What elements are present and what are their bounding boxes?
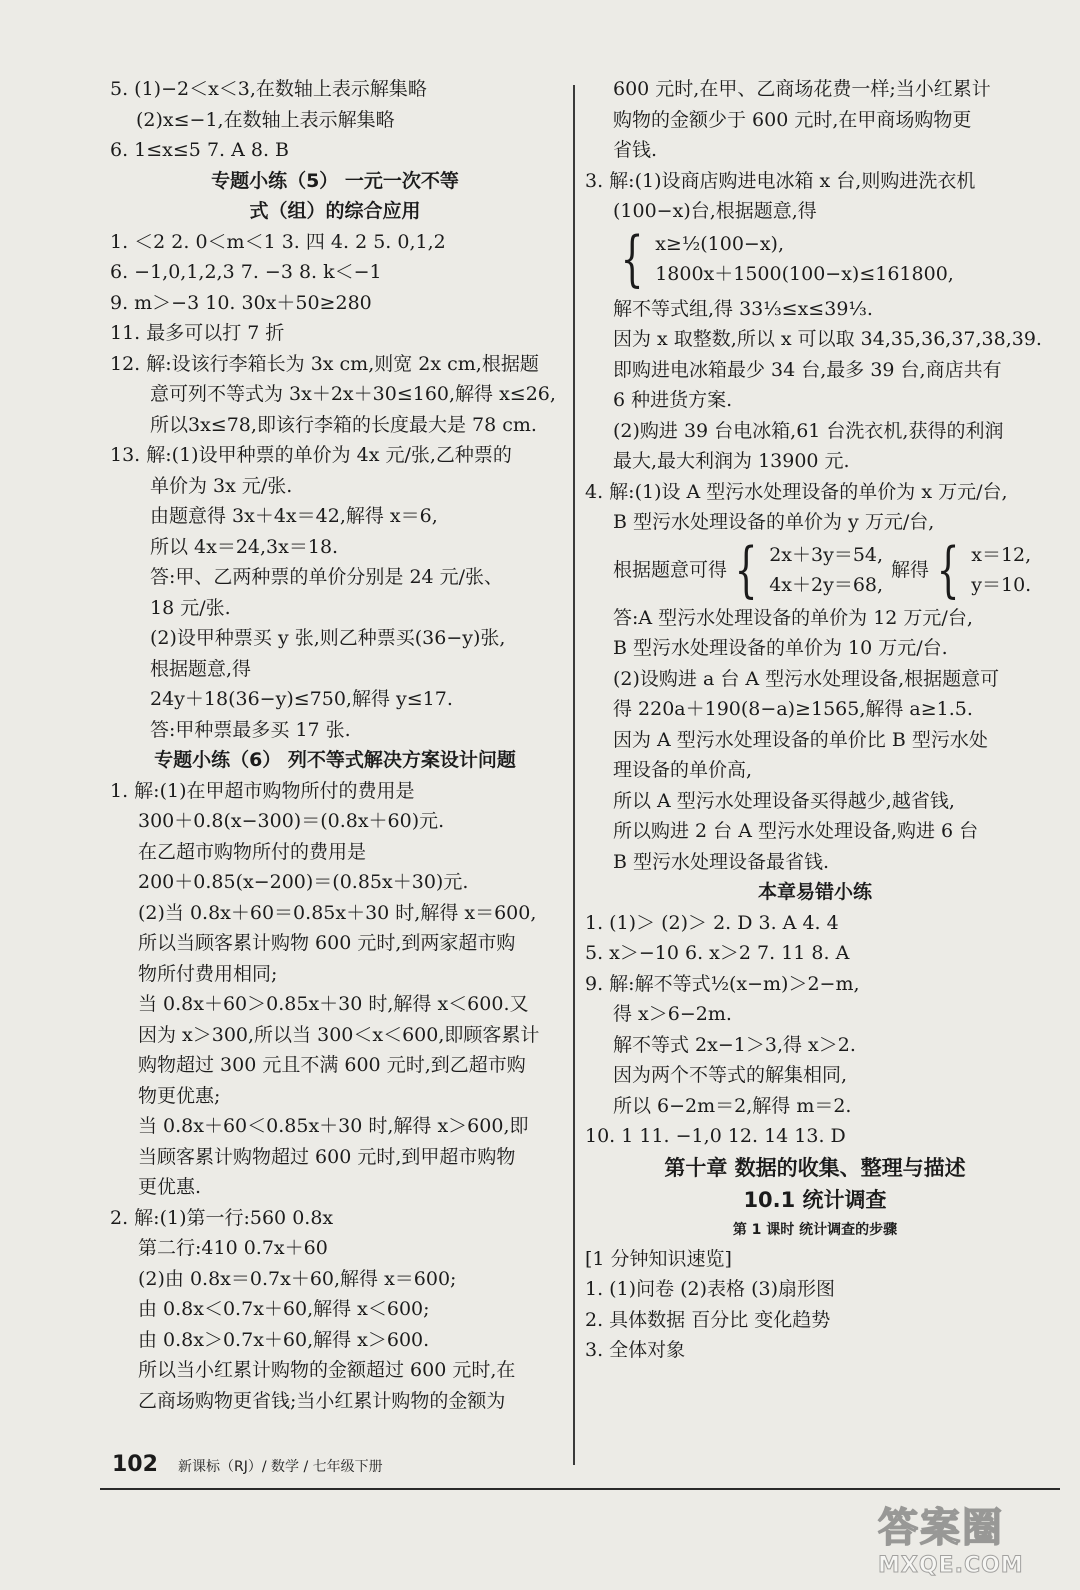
text-line: 1. 解:(1)在甲超市购物所付的费用是 [110,779,415,802]
text-line: 2. 具体数据 百分比 变化趋势 [585,1308,831,1331]
section-heading: 专题小练（5） 一元一次不等 [211,169,459,192]
system-prefix: 根据题意可得 [613,558,728,581]
right-block-b [585,294,1045,538]
text-line: 10. 1 11. −1,0 12. 14 13. D [585,1125,846,1147]
system-line: x＝12, [971,543,1032,566]
text-line: B 型污水处理设备的单价为 y 万元/台, [613,511,935,533]
brace-icon: { [734,535,758,605]
text-line: 6. −1,0,1,2,3 7. −3 8. k＜−1 [110,261,382,283]
text-line: 购物的金额少于 600 元时,在甲商场购物更 [613,108,972,131]
text-line: [1 分钟知识速览] [585,1247,732,1270]
text-line: 更优惠. [138,1176,202,1198]
text-line: 意可列不等式为 3x＋2x＋30≤160,解得 x≤26, [150,383,556,405]
text-line: 所以当小红累计购物的金额超过 600 元时,在 [138,1359,516,1381]
text-line: (2)设购进 a 台 A 型污水处理设备,根据题意可 [613,667,1000,690]
text-line: 600 元时,在甲、乙商场花费一样;当小红累计 [613,78,991,100]
text-line: 由 0.8x＜0.7x＋60,解得 x＜600; [138,1298,430,1320]
text-line: 1. ＜2 2. 0＜m＜1 3. 四 4. 2 5. 0,1,2 [110,230,446,253]
text-line: 200＋0.85(x−200)＝(0.85x＋30)元. [138,871,469,893]
text-line: 因为 A 型污水处理设备的单价比 B 型污水处 [613,728,988,751]
column-divider [573,85,575,1465]
text-line: 所以购进 2 台 A 型污水处理设备,购进 6 台 [613,820,979,842]
text-line: 12. 解:设该行李箱长为 3x cm,则宽 2x cm,根据题 [110,352,539,375]
text-line: 13. 解:(1)设甲种票的单价为 4x 元/张,乙种票的 [110,444,512,466]
system-line: 4x＋2y＝68, [769,574,884,596]
right-block-a [585,74,1045,227]
text-line: 4. 解:(1)设 A 型污水处理设备的单价为 x 万元/台, [585,480,1008,503]
section-heading: 第 1 课时 统计调查的步骤 [732,1221,898,1238]
text-line: 解不等式 2x−1＞3,得 x＞2. [613,1033,856,1056]
text-line: 答:甲种票最多买 17 张. [150,718,351,741]
left-column [110,74,560,1416]
text-line: 第二行:410 0.7x＋60 [138,1237,328,1259]
text-line: B 型污水处理设备最省钱. [613,850,830,873]
text-line: 即购进电冰箱最少 34 台,最多 39 台,商店共有 [613,358,1002,381]
footer-text: 新课标（RJ）/ 数学 / 七年级下册 [178,1459,383,1475]
section-heading: 第十章 数据的收集、整理与描述 [664,1155,966,1180]
text-line: 因为 x 取整数,所以 x 可以取 34,35,36,37,38,39. [613,328,1042,350]
text-line: 答:甲、乙两种票的单价分别是 24 元/张、 [150,566,504,588]
brace-icon: { [620,224,644,294]
text-line: 3. 解:(1)设商店购进电冰箱 x 台,则购进洗衣机 [585,169,976,192]
text-line: (2)当 0.8x＋60＝0.85x＋30 时,解得 x＝600, [138,901,537,924]
text-line: 当顾客累计购物超过 600 元时,到甲超市购物 [138,1145,516,1168]
text-line: 因为两个不等式的解集相同, [613,1064,848,1086]
text-line: (2)购进 39 台电冰箱,61 台洗衣机,获得的利润 [613,419,1004,442]
page-number: 102 [112,1452,158,1477]
text-line: 当 0.8x＋60＞0.85x＋30 时,解得 x＜600.又 [138,993,529,1015]
text-line: 3. 全体对象 [585,1339,686,1361]
system-line: 2x＋3y＝54, [769,543,884,566]
text-line: 单价为 3x 元/张. [150,474,293,497]
system-line: y＝10. [971,574,1032,596]
text-line: 由题意得 3x＋4x＝42,解得 x＝6, [150,505,438,527]
text-line: (2)x≤−1,在数轴上表示解集略 [136,108,395,131]
text-line: 1. (1)＞ (2)＞ 2. D 3. A 4. 4 [585,911,839,934]
section-heading: 专题小练（6） 列不等式解决方案设计问题 [154,749,516,771]
text-line: 在乙超市购物所付的费用是 [138,840,367,863]
text-line: 9. m＞−3 10. 30x＋50≥280 [110,291,372,314]
text-line: 购物超过 300 元且不满 600 元时,到乙超市购 [138,1054,526,1076]
text-line: 物所付费用相同; [138,962,278,985]
text-line: 9. 解:解不等式½(x−m)＞2−m, [585,972,860,995]
text-line: (100−x)台,根据题意,得 [613,200,817,222]
text-line: 最大,最大利润为 13900 元. [613,450,850,472]
text-line: 根据题意,得 [150,657,252,680]
footer-rule [100,1488,1060,1490]
text-line: 2. 解:(1)第一行:560 0.8x [110,1206,334,1229]
text-line: (2)设甲种票买 y 张,则乙种票买(36−y)张, [150,627,506,649]
system-line: x≥½(100−x), [655,232,785,255]
section-heading: 10.1 统计调查 [743,1187,887,1212]
text-line: 所以 4x＝24,3x＝18. [150,535,339,558]
equation-system [585,535,1045,605]
inequality-system [585,224,1045,294]
right-block-c [585,603,1045,1366]
text-line: 18 元/张. [150,596,231,619]
page-footer [100,1452,1060,1492]
text-line: (2)由 0.8x＝0.7x＋60,解得 x＝600; [138,1267,457,1290]
right-column [585,74,1045,1366]
text-line: 理设备的单价高, [613,759,753,781]
text-line: 5. x＞−10 6. x＞2 7. 11 8. A [585,942,850,964]
text-line: 物更优惠; [138,1084,221,1107]
text-line: 乙商场购物更省钱;当小红累计购物的金额为 [138,1389,506,1412]
brace-icon: { [936,535,960,605]
text-line: 省钱. [613,139,658,161]
text-line: 得 x＞6−2m. [613,1003,732,1025]
text-line: 24y＋18(36−y)≤750,解得 y≤17. [150,688,453,710]
text-line: 当 0.8x＋60＜0.85x＋30 时,解得 x＞600,即 [138,1115,529,1137]
text-line: 由 0.8x＞0.7x＋60,解得 x＞600. [138,1328,430,1351]
text-line: 300＋0.8(x−300)＝(0.8x＋60)元. [138,810,445,832]
text-line: 解不等式组,得 33⅓≤x≤39⅓. [613,297,873,320]
text-line: 所以3x≤78,即该行李箱的长度最大是 78 cm. [150,413,537,436]
text-line: 6. 1≤x≤5 7. A 8. B [110,139,289,161]
text-line: 所以当顾客累计购物 600 元时,到两家超市购 [138,932,516,954]
watermark-url: MXQE.COM [878,1553,1024,1578]
watermark-logo [878,1496,1058,1576]
section-heading: 式（组）的综合应用 [249,200,421,222]
system-mid: 解得 [891,558,930,581]
text-line: 5. (1)−2＜x＜3,在数轴上表示解集略 [110,78,427,100]
section-heading: 本章易错小练 [757,881,872,903]
text-line: 所以 6−2m＝2,解得 m＝2. [613,1094,852,1117]
system-line: 1800x＋1500(100−x)≤161800, [655,263,954,285]
text-line: 6 种进货方案. [613,389,733,411]
text-line: 得 220a＋190(8−a)≥1565,解得 a≥1.5. [613,698,973,720]
text-line: B 型污水处理设备的单价为 10 万元/台. [613,637,948,659]
text-line: 1. (1)问卷 (2)表格 (3)扇形图 [585,1278,835,1300]
text-line: 11. 最多可以打 7 折 [110,322,285,344]
text-line: 因为 x＞300,所以当 300＜x＜600,即顾客累计 [138,1023,540,1046]
watermark-text: 答案圈 [878,1505,1004,1551]
text-line: 所以 A 型污水处理设备买得越少,越省钱, [613,789,955,812]
text-line: 答:A 型污水处理设备的单价为 12 万元/台, [613,606,973,629]
